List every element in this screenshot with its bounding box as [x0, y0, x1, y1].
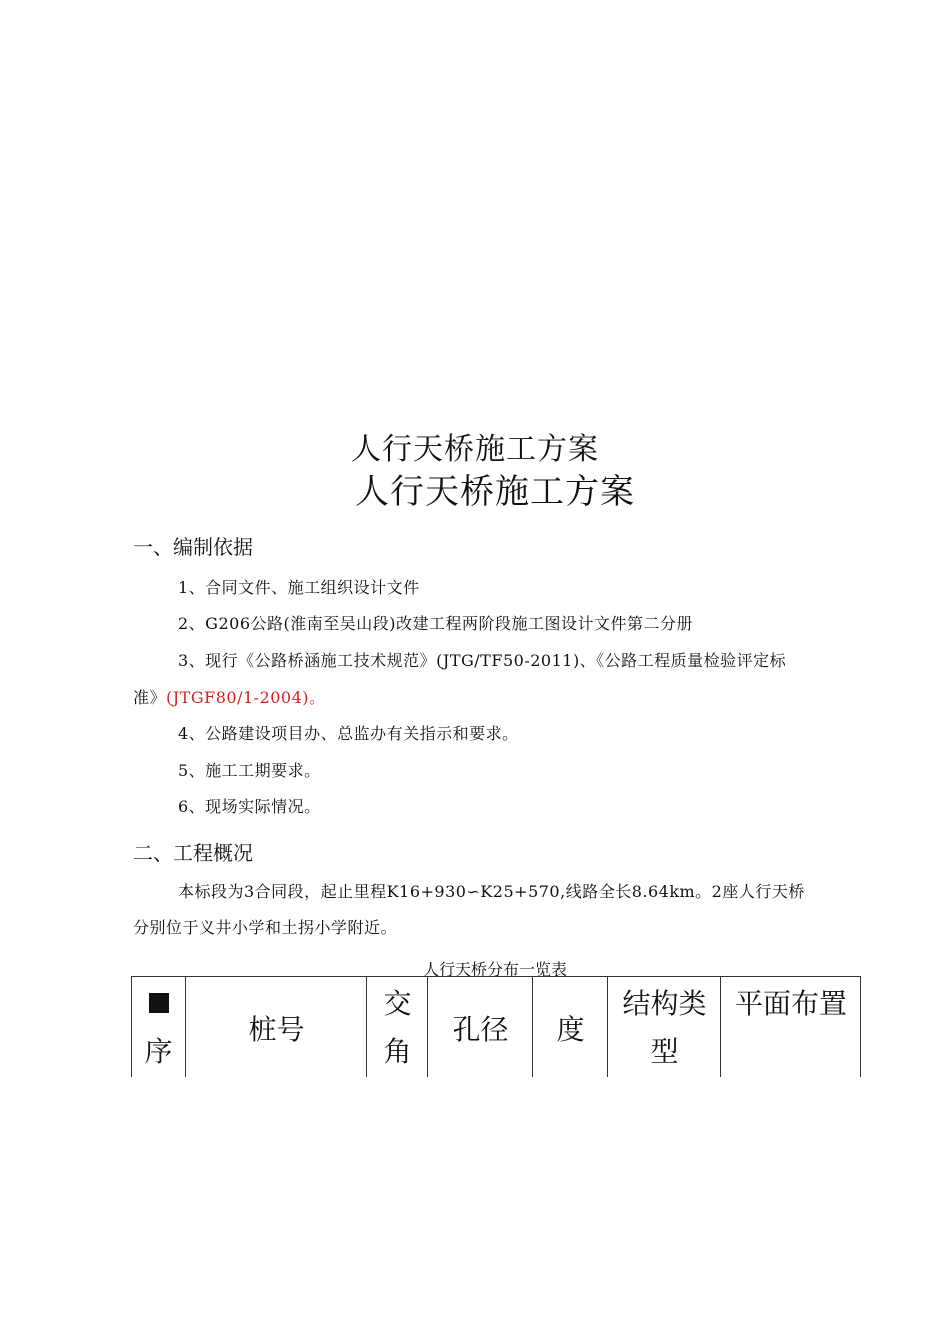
document-title-large: 人行天桥施工方案: [355, 472, 635, 512]
section2-paragraph-line1: 本标段为3合同段，起止里程K16+930∽K25+570,线路全长8.64km。2座人行天桥: [178, 882, 805, 901]
header-seq-label: 序: [144, 1035, 173, 1068]
header-structure-top: 结构类: [622, 987, 707, 1020]
header-angle-top: 交: [383, 987, 412, 1020]
header-cell-span: [427, 977, 532, 1077]
header-degree-label: 度: [556, 1013, 585, 1046]
section1-item-6: 6、现场实际情况。: [178, 797, 321, 816]
header-layout-label: 平面布置: [734, 987, 847, 1020]
section2-paragraph-line2: 分别位于义井小学和土拐小学附近。: [133, 918, 398, 937]
header-station-label: 桩号: [248, 1013, 305, 1046]
header-cell-station: [185, 977, 366, 1077]
section1-item-3: 3、现行《公路桥涵施工技术规范》(JTG/TF50-2011)、《公路工程质量检验评定标: [178, 651, 787, 670]
section1-item-4: 4、公路建设项目办、总监办有关指示和要求。: [178, 724, 519, 743]
standard-code-highlight: (JTGF80/1-2004)。: [166, 688, 326, 707]
header-structure-bottom: 型: [650, 1035, 679, 1068]
section1-item-2: 2、G206公路(淮南至吴山段)改建工程两阶段施工图设计文件第二分册: [178, 614, 693, 633]
document-title: 人行天桥施工方案: [351, 432, 599, 467]
section2-heading: 二、工程概况: [133, 841, 253, 865]
header-angle-bottom: 角: [383, 1035, 412, 1068]
header-span-label: 孔径: [452, 1013, 509, 1046]
square-bullet-icon: [132, 981, 185, 1027]
header-cell-seq: [132, 977, 185, 1077]
header-cell-degree: [532, 977, 607, 1077]
header-cell-layout: [720, 977, 860, 1077]
section1-item-1: 1、合同文件、施工组织设计文件: [178, 578, 420, 597]
header-cell-structure: [607, 977, 720, 1077]
bridge-distribution-table: [131, 976, 861, 1077]
header-cell-angle: [366, 977, 427, 1077]
section1-heading: 一、编制依据: [133, 535, 253, 559]
section1-item-5: 5、施工工期要求。: [178, 761, 321, 780]
table-caption: 人行天桥分布一览表: [422, 960, 567, 979]
section1-item-3-continued: 准》(JTGF80/1-2004)。: [133, 688, 326, 707]
